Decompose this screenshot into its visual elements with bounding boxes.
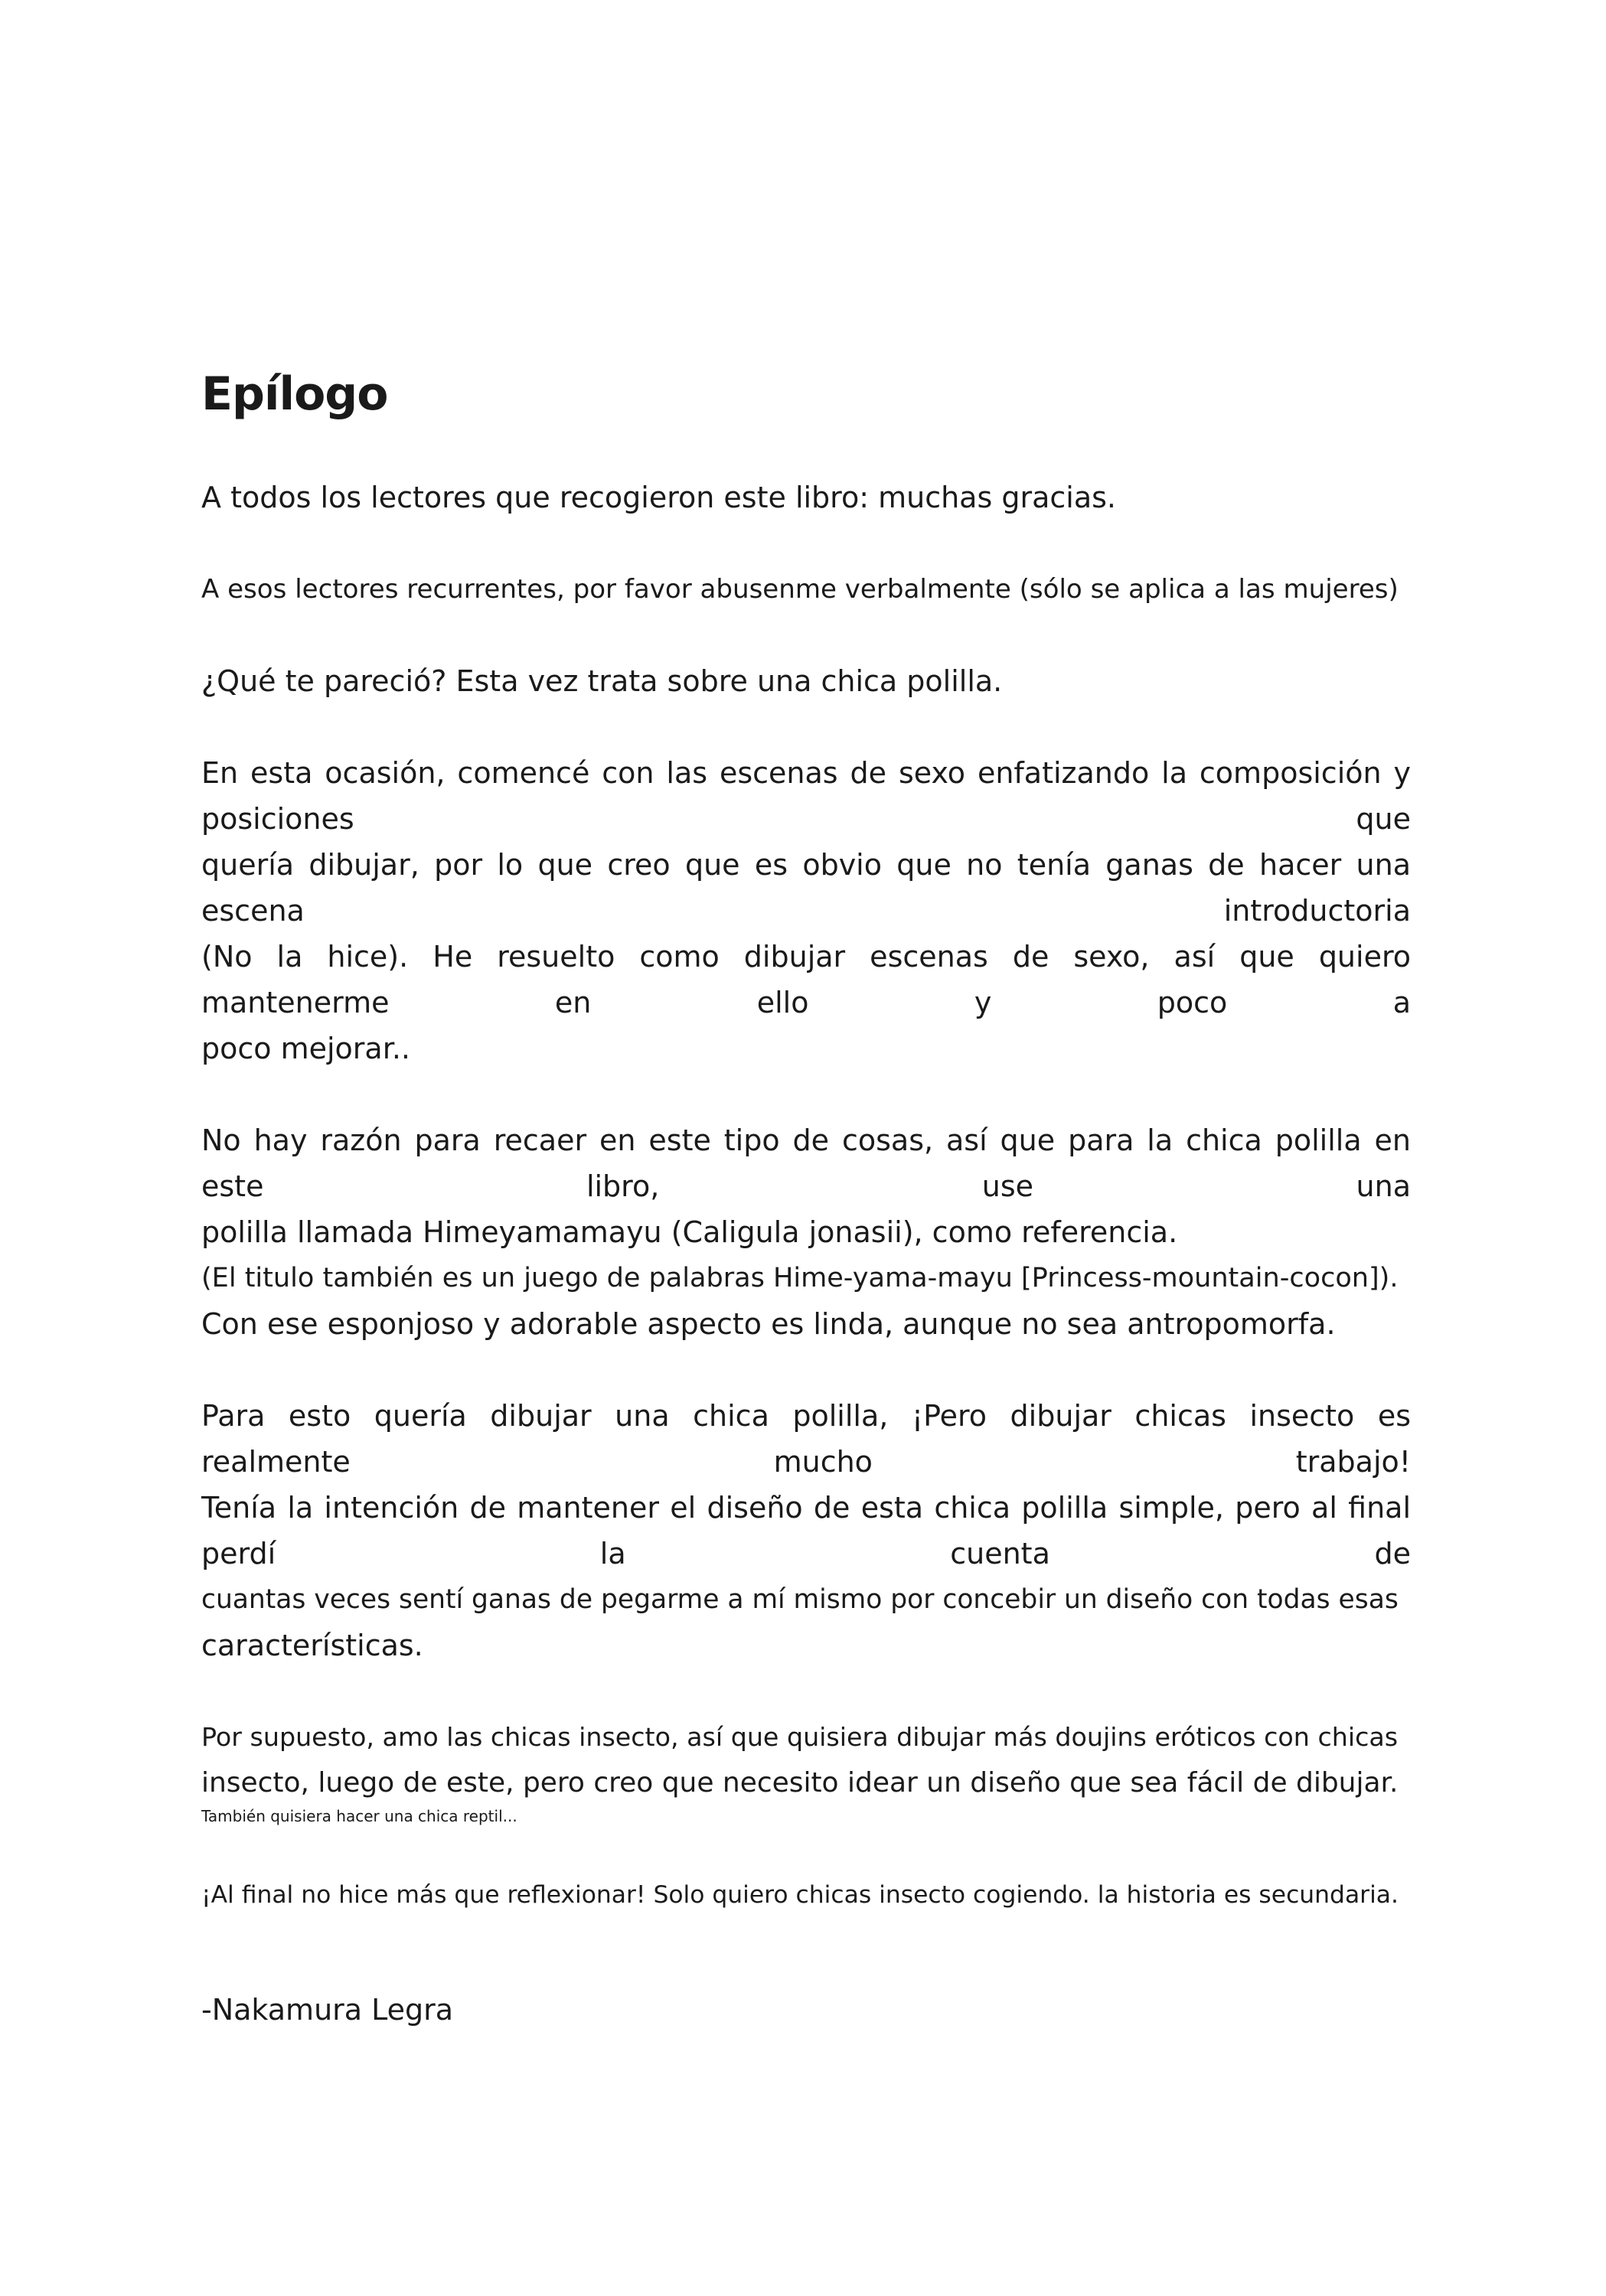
text-line: Para esto quería dibujar una chica polilla, ¡Pero dibujar chicas insecto es realmente mucho trabajo!: [201, 1399, 1411, 1479]
text-line: polilla llamada Himeyamamayu (Caligula jonasii), como referencia.: [201, 1215, 1178, 1249]
small-note: También quisiera hacer una chica reptil...: [201, 1807, 517, 1825]
paragraph-insect-work: [201, 1393, 1411, 1668]
paragraph-thanks: [201, 475, 1411, 520]
text-line: En esta ocasión, comencé con las escenas de sexo enfatizando la composición y posiciones que: [201, 756, 1411, 836]
text-line: insecto, luego de este, pero creo que necesito idear un diseño que sea fácil de dibujar.: [201, 1767, 1399, 1799]
author-signature: -Nakamura Legra: [201, 1993, 454, 2027]
text-line: Con ese esponjoso y adorable aspecto es linda, aunque no sea antropomorfa.: [201, 1307, 1336, 1341]
paragraph-moth-reference: [201, 1117, 1411, 1347]
paragraph-question: [201, 658, 1411, 704]
text-line: Tenía la intención de mantener el diseño de esta chica polilla simple, pero al final perdí la cuenta de: [201, 1491, 1411, 1570]
paragraph-conclusion: [201, 1872, 1411, 1918]
text-line: (El titulo también es un juego de palabras Hime-yama-mayu [Princess-mountain-cocon]).: [201, 1262, 1399, 1293]
paragraph-future-doujins: [201, 1714, 1411, 1826]
paragraph-sex-scenes: [201, 750, 1411, 1071]
text-line: características.: [201, 1629, 423, 1662]
page-title: Epílogo: [201, 367, 388, 421]
epilogue-page: [201, 360, 1411, 2033]
text-line: A todos los lectores que recogieron este libro: muchas gracias.: [201, 481, 1116, 514]
text-line: Por supuesto, amo las chicas insecto, así que quisiera dibujar más doujins eróticos con chicas: [201, 1722, 1399, 1752]
text-line: No hay razón para recaer en este tipo de cosas, así que para la chica polilla en este libro, use una: [201, 1124, 1411, 1203]
text-line: poco mejorar..: [201, 1032, 410, 1065]
text-line: cuantas veces sentí ganas de pegarme a mí mismo por concebir un diseño con todas esas: [201, 1584, 1399, 1615]
text-line: ¡Al final no hice más que reflexionar! Solo quiero chicas insecto cogiendo. la historia es secundaria.: [201, 1881, 1399, 1909]
text-line: ¿Qué te pareció? Esta vez trata sobre una chica polilla.: [201, 664, 1003, 698]
text-line: quería dibujar, por lo que creo que es obvio que no tenía ganas de hacer una escena introductoria: [201, 848, 1411, 928]
text-line: A esos lectores recurrentes, por favor abusenme verbalmente (sólo se aplica a las mujeres): [201, 574, 1399, 605]
paragraph-returning-readers: [201, 566, 1411, 612]
text-line: (No la hice). He resuelto como dibujar escenas de sexo, así que quiero mantenerme en ello y poco a: [201, 940, 1411, 1019]
